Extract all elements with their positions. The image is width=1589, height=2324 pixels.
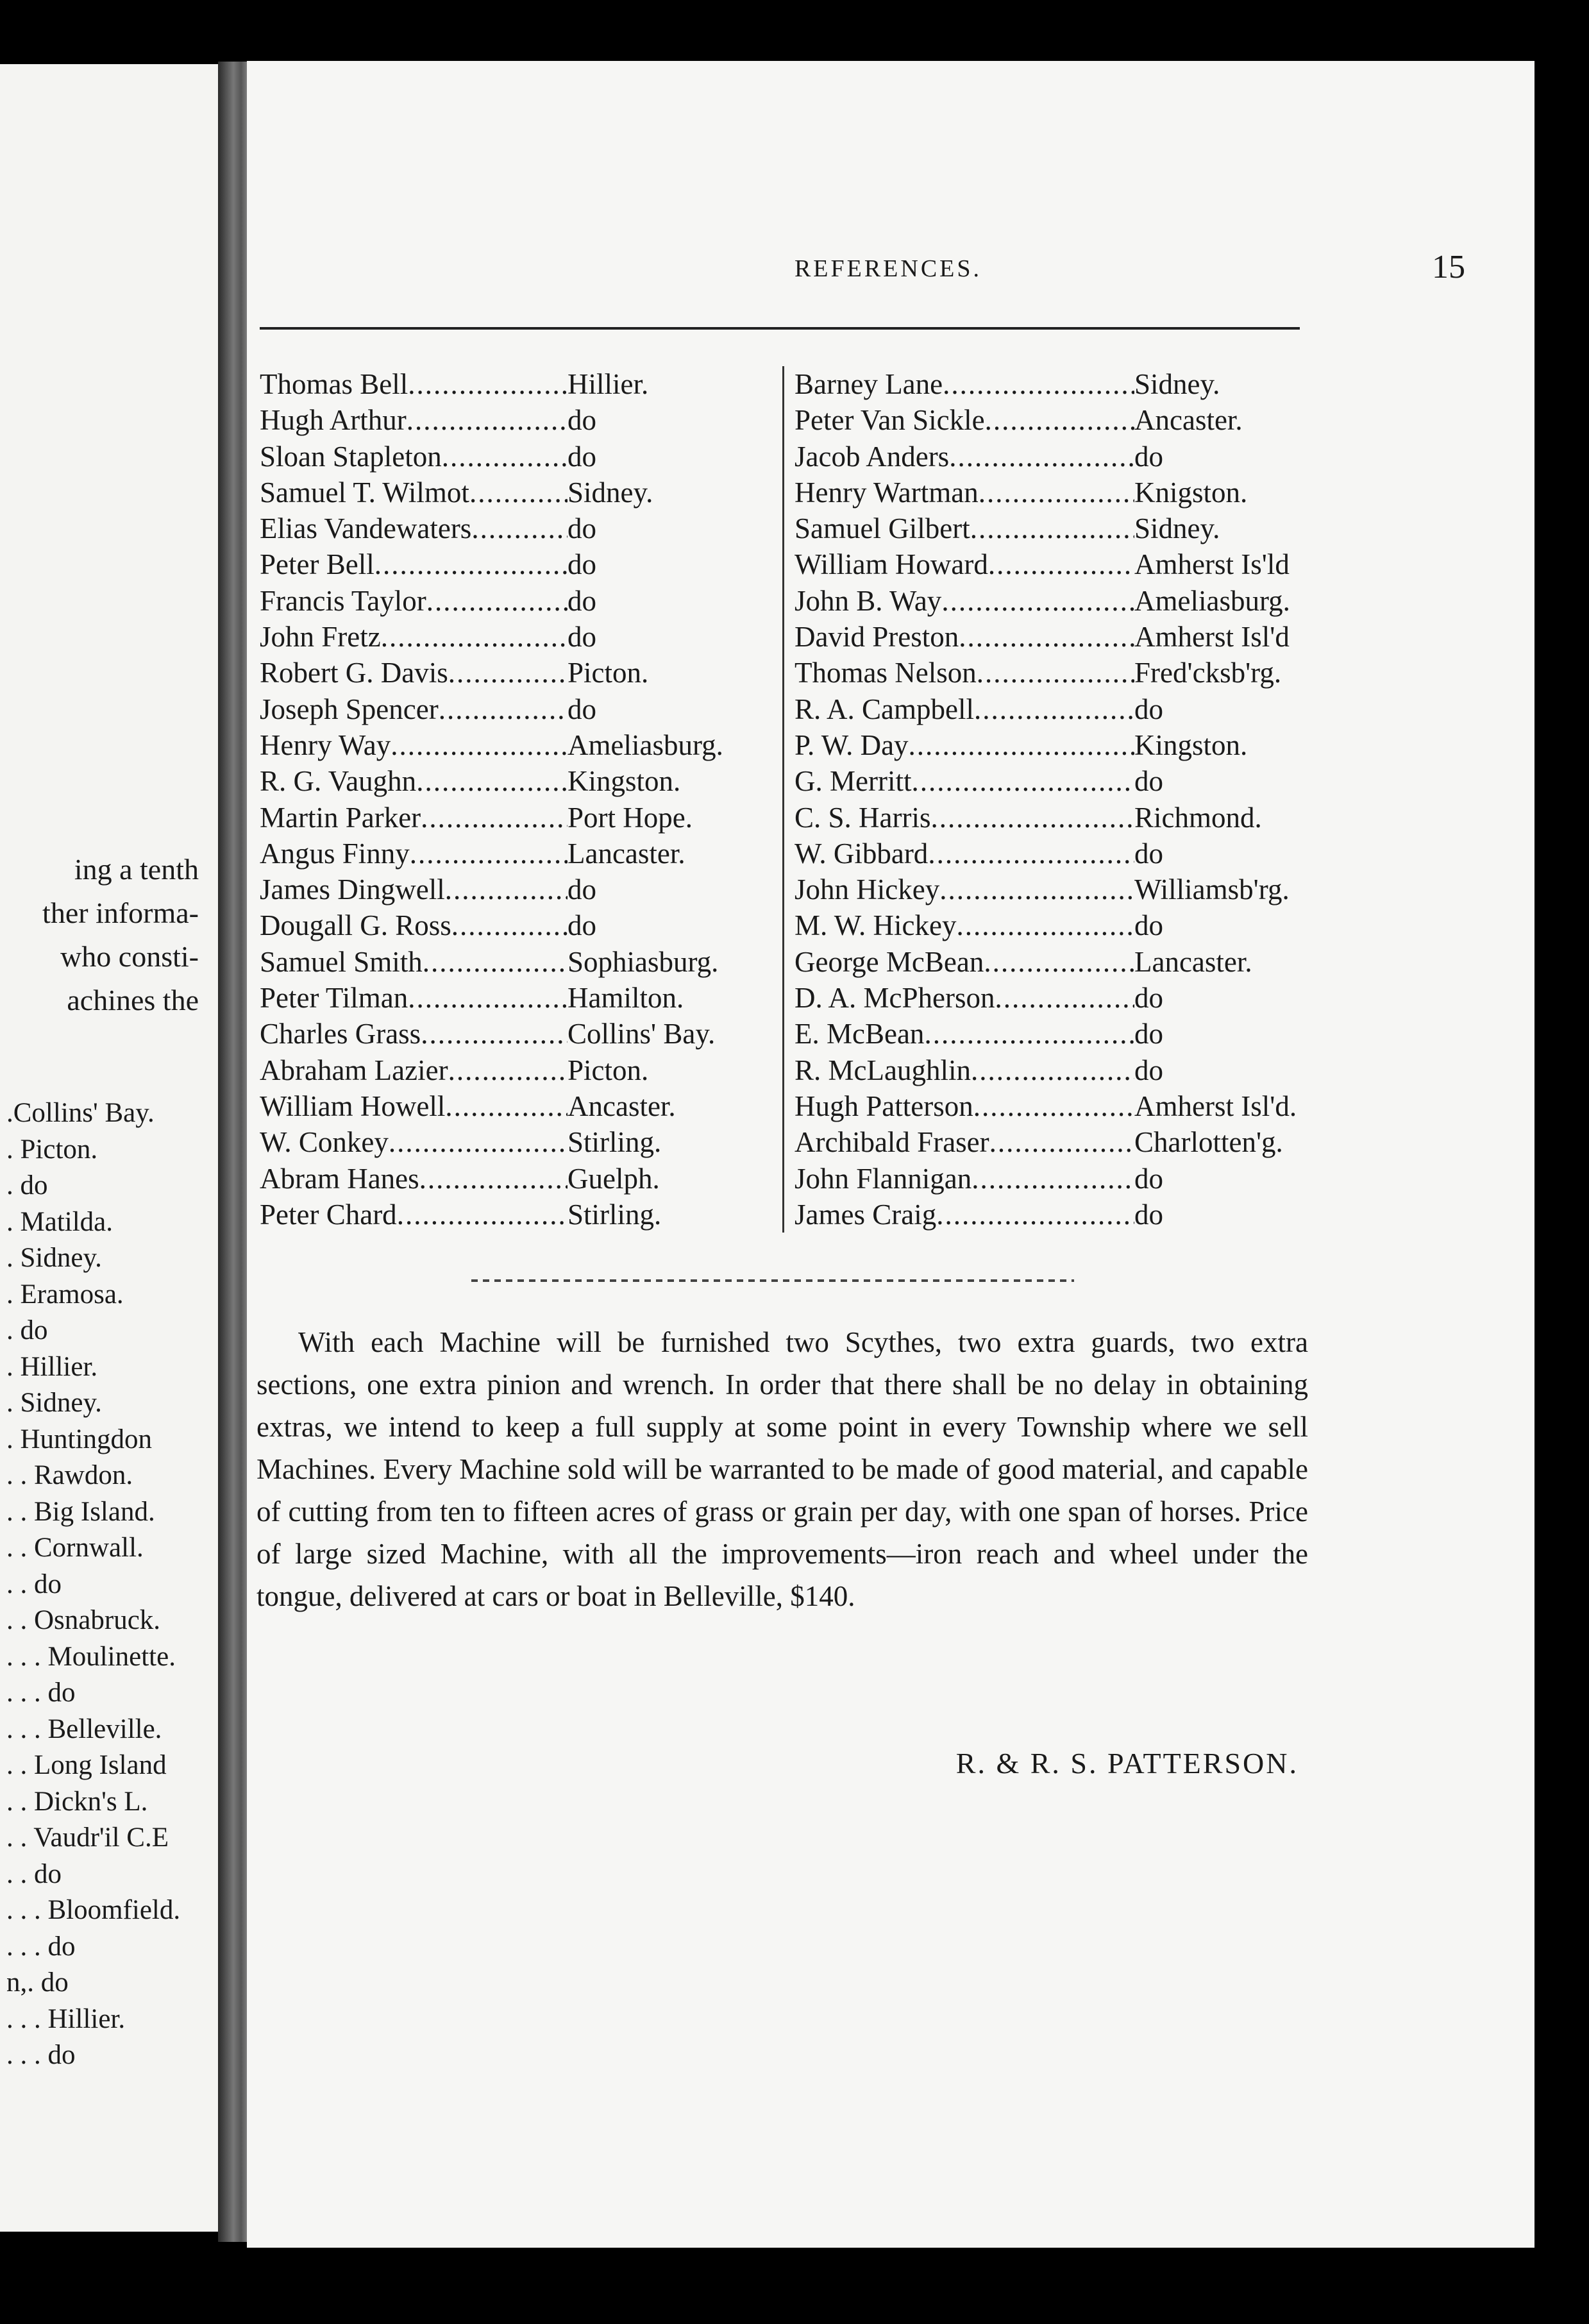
reference-name: P. W. Day (794, 728, 909, 761)
reference-name: Barney Lane (794, 368, 943, 400)
reference-place: Picton. (568, 1054, 649, 1086)
reference-name: Elias Vandewaters (260, 512, 472, 545)
reference-name: Abram Hanes (260, 1162, 419, 1195)
place-fragment: .Collins' Bay. (6, 1098, 155, 1128)
place-fragment: . do (6, 1315, 48, 1345)
place-fragment: . Sidney. (6, 1243, 102, 1273)
reference-name: John B. Way (794, 584, 942, 617)
place-fragment: . . . Hillier. (6, 2003, 126, 2034)
references-left-column (260, 366, 773, 1233)
reference-row (260, 727, 773, 763)
reference-place: Guelph. (568, 1162, 660, 1195)
reference-name: James Dingwell (260, 873, 445, 906)
reference-name: David Preston (794, 621, 959, 653)
leader-dots (416, 763, 568, 799)
reference-row (794, 1197, 1327, 1233)
leader-dots (970, 510, 1134, 546)
leader-dots (973, 1088, 1134, 1124)
reference-place: Port Hope. (568, 801, 693, 834)
reference-place: Ancaster. (568, 1090, 676, 1122)
leader-dots (426, 583, 568, 619)
reference-row (260, 655, 773, 691)
reference-row (794, 1088, 1327, 1124)
reference-name: William Howard (794, 548, 988, 581)
reference-row (260, 366, 773, 402)
leader-dots (971, 1052, 1134, 1088)
place-fragment: . Matilda. (6, 1206, 113, 1237)
leader-dots (949, 439, 1134, 475)
reference-row (260, 907, 773, 943)
leader-dots (408, 366, 568, 402)
reference-place: do (568, 584, 596, 617)
reference-name: John Fretz (260, 621, 381, 653)
place-fragment: . . . Bloomfield. (6, 1895, 181, 1925)
leader-dots (445, 872, 568, 907)
leader-dots (977, 655, 1134, 691)
fragment-line: who consti- (60, 940, 199, 973)
place-fragment: . . . do (6, 1678, 76, 1708)
reference-place: do (568, 440, 596, 473)
place-fragment: . . Big Island. (6, 1496, 155, 1527)
reference-place: Ameliasburg. (568, 728, 723, 761)
reference-place: do (1134, 1054, 1163, 1086)
reference-row (794, 691, 1327, 727)
place-fragment: n,. do (6, 1967, 69, 1998)
reference-name: John Hickey (794, 873, 940, 906)
leader-dots (408, 980, 568, 1016)
reference-row (260, 475, 773, 510)
leader-dots (397, 1197, 568, 1233)
reference-place: do (568, 621, 596, 653)
reference-name: William Howell (260, 1090, 446, 1122)
leader-dots (959, 619, 1134, 655)
reference-row (794, 366, 1327, 402)
reference-name: Archibald Fraser (794, 1126, 989, 1159)
place-fragment: . Huntingdon (6, 1424, 152, 1454)
reference-place: Ameliasburg. (1134, 584, 1290, 617)
reference-name: Peter Bell (260, 548, 374, 581)
reference-row (794, 402, 1327, 438)
reference-name: Henry Way (260, 728, 391, 761)
place-fragment: . . . Belleville. (6, 1714, 162, 1744)
leader-dots (407, 402, 568, 438)
reference-place: do (1134, 1018, 1163, 1050)
reference-name: Jacob Anders (794, 440, 950, 473)
reference-place: do (1134, 982, 1163, 1015)
reference-place: do (1134, 440, 1163, 473)
reference-row (260, 800, 773, 836)
reference-place: Knigston. (1134, 476, 1248, 509)
reference-place: Amherst Is'ld (1134, 548, 1290, 581)
leader-dots (442, 439, 568, 475)
reference-name: R. McLaughlin (794, 1054, 971, 1086)
left-page-fragment (0, 64, 231, 2232)
leader-dots (410, 836, 568, 872)
reference-place: do (1134, 765, 1163, 798)
reference-place: Picton. (568, 657, 649, 689)
reference-name: E. McBean (794, 1018, 925, 1050)
reference-row (794, 800, 1327, 836)
reference-place: Kingston. (568, 765, 681, 798)
reference-row (260, 619, 773, 655)
reference-place: Collins' Bay. (568, 1018, 716, 1050)
leader-dots (471, 510, 568, 546)
reference-name: Sloan Stapleton (260, 440, 442, 473)
reference-name: G. Merritt (794, 765, 912, 798)
ornamental-divider (471, 1272, 1074, 1284)
reference-row (794, 1124, 1327, 1160)
page-15 (247, 61, 1534, 2248)
reference-place: Sophiasburg. (568, 945, 719, 978)
reference-place: Lancaster. (1134, 945, 1252, 978)
reference-row (260, 1161, 773, 1197)
reference-name: Samuel Smith (260, 945, 423, 978)
reference-place: Ancaster. (1134, 404, 1243, 437)
leader-dots (928, 836, 1134, 872)
reference-place: do (568, 512, 596, 545)
reference-row (260, 872, 773, 907)
leader-dots (391, 727, 568, 763)
reference-row (794, 1161, 1327, 1197)
left-page-place-list (0, 1095, 231, 2074)
reference-row (260, 691, 773, 727)
reference-name: Angus Finny (260, 837, 410, 870)
reference-row (794, 546, 1327, 582)
leader-dots (943, 366, 1134, 402)
leader-dots (469, 475, 568, 510)
leader-dots (421, 800, 568, 836)
reference-row (260, 1016, 773, 1052)
reference-place: Sidney. (568, 476, 653, 509)
reference-name: James Craig (794, 1198, 937, 1231)
place-fragment: . . Osnabruck. (6, 1605, 161, 1635)
place-fragment: . . Dickn's L. (6, 1786, 148, 1817)
reference-place: do (1134, 1198, 1163, 1231)
reference-name: Dougall G. Ross (260, 909, 451, 942)
reference-name: Hugh Arthur (260, 404, 407, 437)
place-fragment: . . do (6, 1569, 62, 1599)
reference-name: Peter Tilman (260, 982, 408, 1015)
header-rule (260, 327, 1300, 330)
reference-name: R. G. Vaughn (260, 765, 417, 798)
place-fragment: . . Long Island (6, 1750, 167, 1780)
reference-place: do (568, 548, 596, 581)
reference-place: do (568, 873, 596, 906)
reference-name: Samuel T. Wilmot (260, 476, 469, 509)
place-fragment: . . Vaudr'il C.E (6, 1823, 169, 1853)
place-fragment: . Hillier. (6, 1351, 98, 1382)
reference-row (260, 836, 773, 872)
reference-place: Kingston. (1134, 728, 1248, 761)
reference-row (794, 980, 1327, 1016)
place-fragment: . . . Moulinette. (6, 1641, 176, 1672)
leader-dots (381, 619, 568, 655)
leader-dots (988, 546, 1134, 582)
place-fragment: . . . do (6, 2040, 76, 2070)
reference-row (794, 1052, 1327, 1088)
reference-name: M. W. Hickey (794, 909, 957, 942)
reference-place: Sidney. (1134, 512, 1220, 545)
reference-name: Thomas Bell (260, 368, 408, 400)
leader-dots (421, 1016, 568, 1052)
reference-place: Fred'cksb'rg. (1134, 657, 1282, 689)
leader-dots (936, 1197, 1134, 1233)
reference-place: do (568, 693, 596, 725)
reference-row (794, 763, 1327, 799)
reference-row (260, 1124, 773, 1160)
leader-dots (445, 1088, 568, 1124)
reference-name: Henry Wartman (794, 476, 979, 509)
reference-row (794, 583, 1327, 619)
leader-dots (957, 907, 1135, 943)
reference-name: Charles Grass (260, 1018, 421, 1050)
leader-dots (924, 1016, 1134, 1052)
leader-dots (984, 944, 1134, 980)
place-fragment: . do (6, 1170, 48, 1200)
reference-row (260, 1052, 773, 1088)
reference-row (260, 439, 773, 475)
reference-place: Richmond. (1134, 801, 1262, 834)
reference-row (260, 583, 773, 619)
reference-place: Lancaster. (568, 837, 685, 870)
leader-dots (931, 800, 1135, 836)
left-page-text-fragments (0, 848, 231, 1022)
reference-place: Hillier. (568, 368, 649, 400)
reference-row (794, 907, 1327, 943)
leader-dots (974, 691, 1134, 727)
reference-place: Charlotten'g. (1134, 1126, 1283, 1159)
fragment-line: ing a tenth (74, 853, 199, 886)
place-fragment: . Eramosa. (6, 1279, 124, 1309)
leader-dots (448, 1052, 568, 1088)
reference-row (260, 763, 773, 799)
reference-place: Amherst Isl'd (1134, 621, 1290, 653)
place-fragment: . . do (6, 1858, 62, 1889)
place-fragment: . Sidney. (6, 1388, 102, 1418)
reference-name: C. S. Harris (794, 801, 931, 834)
reference-row (794, 619, 1327, 655)
reference-name: John Flannigan (794, 1162, 972, 1195)
leader-dots (448, 655, 568, 691)
reference-row (794, 1016, 1327, 1052)
signature: R. & R. S. PATTERSON. (955, 1747, 1299, 1780)
reference-row (260, 1197, 773, 1233)
reference-row (260, 1088, 773, 1124)
leader-dots (985, 402, 1134, 438)
reference-row (794, 872, 1327, 907)
reference-name: W. Conkey (260, 1126, 389, 1159)
reference-name: Martin Parker (260, 801, 421, 834)
reference-place: Hamilton. (568, 982, 684, 1015)
reference-place: Sidney. (1134, 368, 1220, 400)
reference-row (794, 655, 1327, 691)
reference-row (794, 836, 1327, 872)
place-fragment: . . Rawdon. (6, 1460, 133, 1490)
reference-name: W. Gibbard (794, 837, 929, 870)
fragment-line: achines the (67, 984, 199, 1016)
reference-row (794, 475, 1327, 510)
reference-place: do (568, 909, 596, 942)
reference-place: Amherst Isl'd. (1134, 1090, 1297, 1122)
reference-name: Samuel Gilbert (794, 512, 970, 545)
fragment-line: ther informa- (42, 897, 199, 929)
reference-row (260, 944, 773, 980)
leader-dots (451, 907, 568, 943)
reference-row (794, 944, 1327, 980)
reference-place: Williamsb'rg. (1134, 873, 1290, 906)
leader-dots (439, 691, 568, 727)
leader-dots (909, 727, 1134, 763)
reference-row (794, 727, 1327, 763)
reference-name: Francis Taylor (260, 584, 426, 617)
reference-place: do (1134, 1162, 1163, 1195)
leader-dots (389, 1124, 568, 1160)
reference-row (260, 402, 773, 438)
leader-dots (979, 475, 1134, 510)
place-fragment: . . Cornwall. (6, 1533, 144, 1563)
page-number: 15 (1432, 249, 1465, 285)
references-right-column (782, 366, 1327, 1233)
reference-place: Stirling. (568, 1198, 662, 1231)
reference-place: do (1134, 909, 1163, 942)
leader-dots (995, 980, 1135, 1016)
reference-name: Robert G. Davis (260, 657, 448, 689)
reference-name: Hugh Patterson (794, 1090, 973, 1122)
reference-name: Joseph Spencer (260, 693, 439, 725)
leader-dots (939, 872, 1134, 907)
leader-dots (941, 583, 1134, 619)
reference-row (260, 980, 773, 1016)
leader-dots (419, 1161, 568, 1197)
reference-place: do (568, 404, 596, 437)
reference-name: R. A. Campbell (794, 693, 974, 725)
leader-dots (989, 1124, 1134, 1160)
leader-dots (971, 1161, 1134, 1197)
reference-row (794, 439, 1327, 475)
place-fragment: . . . do (6, 1931, 76, 1962)
reference-name: Thomas Nelson (794, 657, 977, 689)
leader-dots (911, 763, 1134, 799)
reference-row (260, 546, 773, 582)
reference-name: D. A. McPherson (794, 982, 995, 1015)
reference-place: do (1134, 837, 1163, 870)
running-head: REFERENCES. (794, 255, 982, 282)
place-fragment: . Picton. (6, 1134, 98, 1165)
leader-dots (374, 546, 568, 582)
reference-name: George McBean (794, 945, 984, 978)
leader-dots (423, 944, 568, 980)
reference-name: Peter Van Sickle (794, 404, 985, 437)
terms-paragraph: With each Machine will be furnished two Scythes, two extra guards, two extra sections, one extra pinion and wrench. In order that there shall be no delay in obtaining extras, we intend to keep a full supply at some point in every Township where we sell Machines. Every Machine sold will be warranted to be made of good material, and capable of cutting from ten to fifteen acres of grass or grain per day, with one span of horses. Price of large sized Machine, with all the improvements—iron reach and wheel under the tongue, delivered at cars or boat in Belleville, $140. (256, 1326, 1308, 1612)
reference-row (794, 510, 1327, 546)
reference-row (260, 510, 773, 546)
reference-name: Peter Chard (260, 1198, 397, 1231)
reference-place: do (1134, 693, 1163, 725)
reference-name: Abraham Lazier (260, 1054, 448, 1086)
reference-place: Stirling. (568, 1126, 662, 1159)
